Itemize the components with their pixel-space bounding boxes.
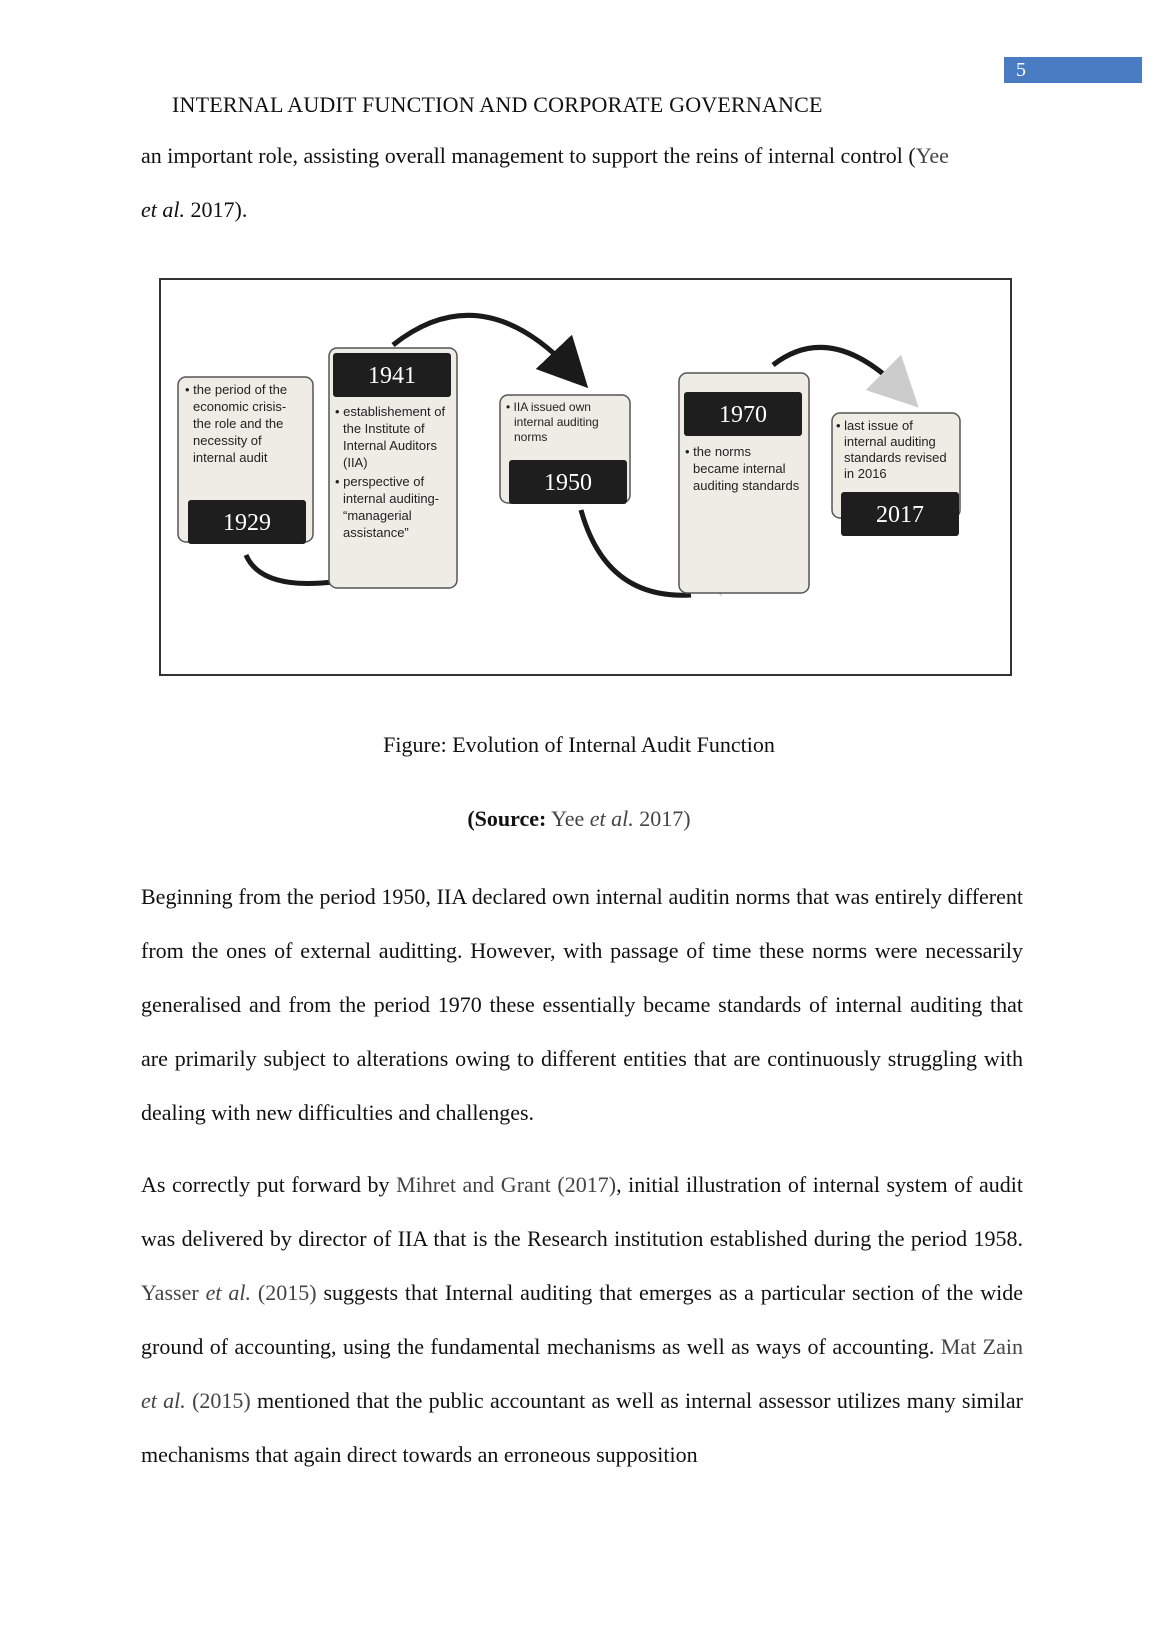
figure-source xyxy=(0,806,1158,832)
p2-text-4: mentioned that the public accountant as well as internal assessor utilizes many similar mechanisms that again direct towards an erroneous supposition xyxy=(141,1388,1023,1467)
figure-caption: Figure: Evolution of Internal Audit Function xyxy=(383,732,775,757)
year-1970: 1970 xyxy=(719,402,767,428)
p2-citation-yasser-name: Yasser xyxy=(141,1280,206,1305)
connector-1929-1941 xyxy=(246,555,333,583)
p2-text-3: suggests that Internal auditing that emerges as a particular section of the wide ground of accounting, using the fundamental mechanisms as well as ways of accounting. xyxy=(141,1280,1023,1359)
box-1941-text: • establishement of the Institute of Internal Auditors (IIA) • perspective of internal auditing- “managerial assistance” xyxy=(335,404,446,540)
intro-text-end: ). xyxy=(234,197,248,222)
year-1941: 1941 xyxy=(368,363,416,389)
year-1929: 1929 xyxy=(223,510,271,536)
box-1970-text: • the norms became internal auditing standards xyxy=(685,444,800,493)
running-head: INTERNAL AUDIT FUNCTION AND CORPORATE GOVERNANCE xyxy=(172,92,823,117)
year-2017: 2017 xyxy=(876,502,924,528)
p2-citation-yasser-etal: et al. xyxy=(205,1280,251,1305)
connector-1950-1970 xyxy=(581,510,691,595)
intro-citation-etal: et al. xyxy=(141,197,185,222)
body-paragraph-1: Beginning from the period 1950, IIA declared own internal auditin norms that was entirely different from the ones of external auditting. However, with passage of time these norms were necessarily generalised and from the period 1970 these essentially became standards of internal auditing that are primarily subject to alterations owing to different entities that are continuously struggling with dealing with new difficulties and challenges. xyxy=(141,884,1023,1125)
source-name: Yee xyxy=(546,806,590,831)
p2-text-2: , initial illustration of internal system of audit was delivered by director of IIA that is the Research institution established during the period 1958. xyxy=(141,1172,1023,1251)
body-paragraph-2 xyxy=(141,1158,1023,1482)
figure-timeline xyxy=(159,278,1012,676)
p2-citation-matzain-etal: et al. xyxy=(141,1388,186,1413)
box-2017-text: • last issue of internal auditing standards revised in 2016 xyxy=(836,418,947,481)
source-year: 2017) xyxy=(633,806,691,831)
box-1950-text: • IIA issued own internal auditing norms xyxy=(506,400,599,444)
source-label: (Source: xyxy=(467,806,547,831)
p2-citation-matzain-name: Mat Zain xyxy=(940,1334,1023,1359)
p2-citation-yasser-year: (2015) xyxy=(250,1280,317,1305)
source-etal: et al. xyxy=(589,806,634,831)
page-number: 5 xyxy=(1004,57,1142,83)
intro-text: an important role, assisting overall management to support the reins of internal control ( xyxy=(141,143,916,168)
year-1950: 1950 xyxy=(544,470,592,496)
p2-citation-mihret: Mihret and Grant (2017) xyxy=(396,1172,617,1197)
p2-text-1: As correctly put forward by xyxy=(141,1172,397,1197)
intro-paragraph xyxy=(141,129,1023,237)
p2-citation-matzain-year: (2015) xyxy=(185,1388,251,1413)
box-1929-text: • the period of the economic crisis- the role and the necessity of internal audit xyxy=(185,382,288,465)
intro-citation-name: Yee xyxy=(915,143,949,168)
intro-citation-year: 2017 xyxy=(185,197,235,222)
